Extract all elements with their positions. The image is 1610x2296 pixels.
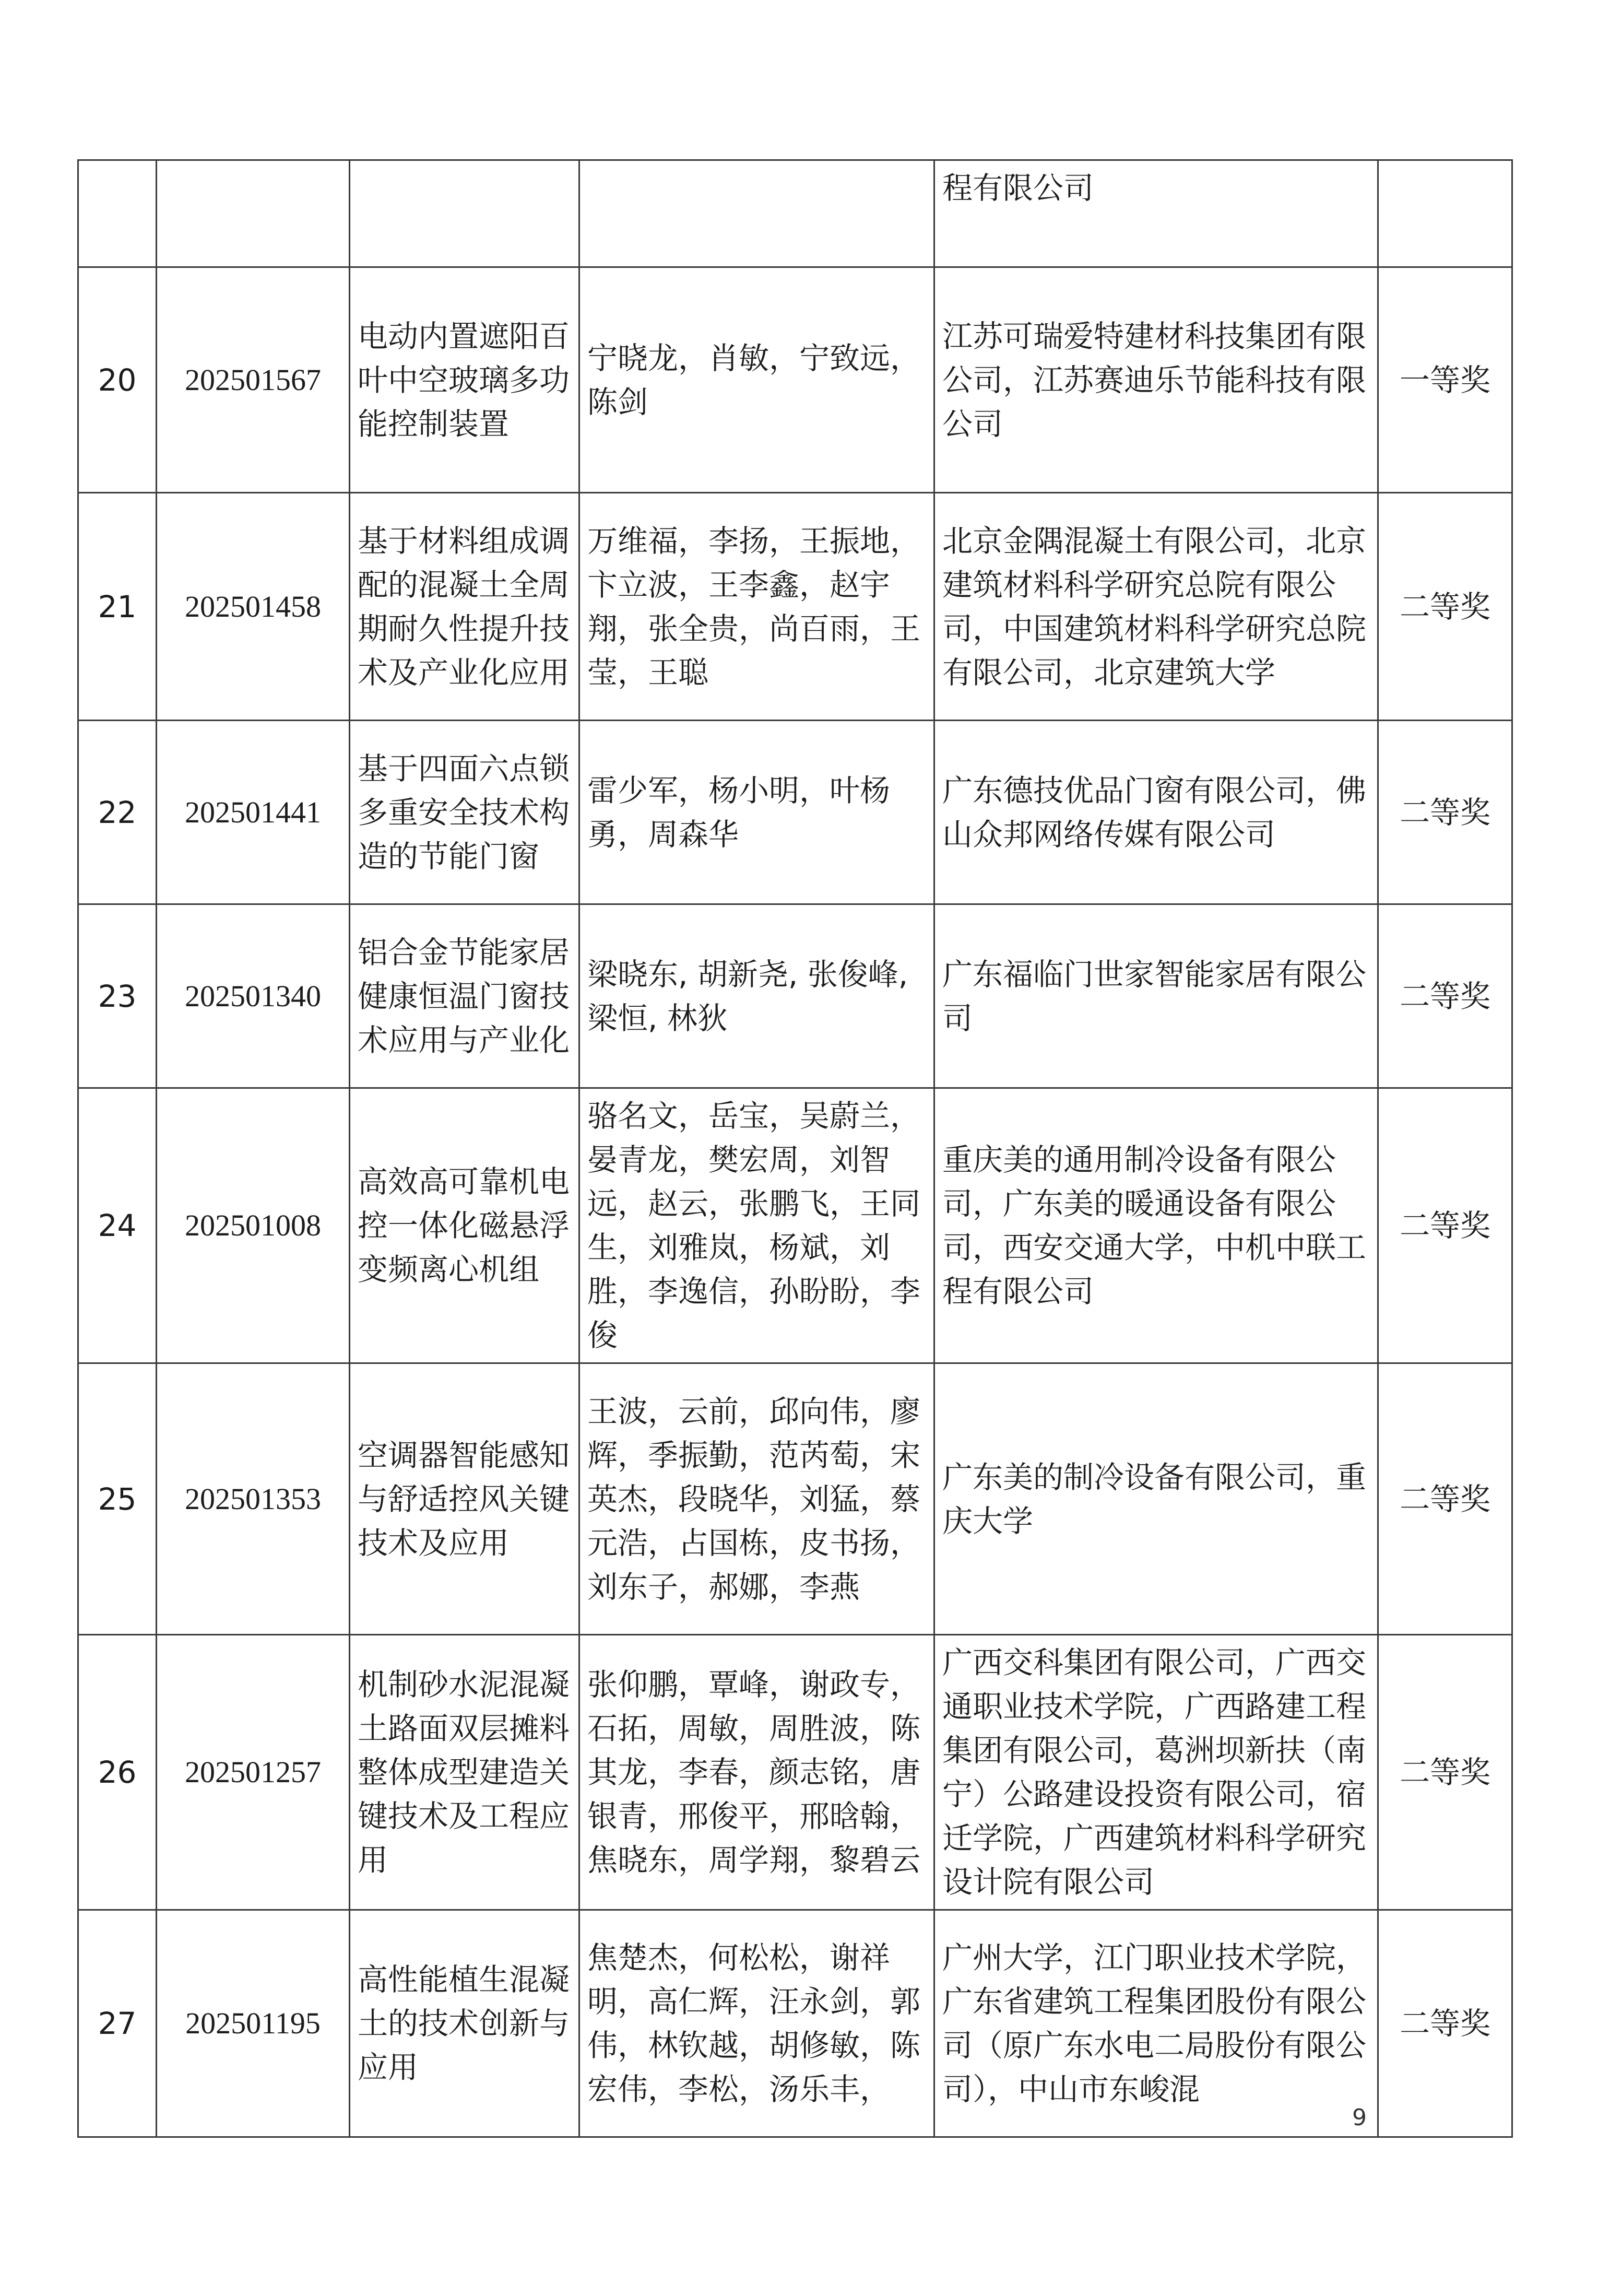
project-title-cell: 空调器智能感知与舒适控风关键技术及应用 [350, 1363, 579, 1635]
project-title-cell: 电动内置遮阳百叶中空玻璃多功能控制装置 [350, 267, 579, 493]
organization-cell: 广东福临门世家智能家居有限公司 [934, 904, 1378, 1088]
project-title-cell: 基于材料组成调配的混凝土全周期耐久性提升技术及产业化应用 [350, 493, 579, 721]
project-id-cell: 202501195 [157, 1910, 350, 2137]
award-level-cell: 二等奖 [1378, 904, 1512, 1088]
row-number-cell: 23 [78, 904, 157, 1088]
project-title-cell [350, 160, 579, 267]
organization-cell: 北京金隅混凝土有限公司，北京建筑材料科学研究总院有限公司，中国建筑材料科学研究总院有限公司，北京建筑大学 [934, 493, 1378, 721]
project-id-cell: 202501008 [157, 1088, 350, 1363]
organization-cell: 江苏可瑞爱特建材科技集团有限公司，江苏赛迪乐节能科技有限公司 [934, 267, 1378, 493]
project-id-cell: 202501257 [157, 1635, 350, 1910]
personnel-cell: 宁晓龙，肖敏，宁致远，陈剑 [579, 267, 934, 493]
table-row [78, 1635, 1512, 1910]
award-level-cell: 二等奖 [1378, 1088, 1512, 1363]
project-title-cell: 高效高可靠机电控一体化磁悬浮变频离心机组 [350, 1088, 579, 1363]
awards-table-body [78, 160, 1512, 2137]
row-number-cell: 27 [78, 1910, 157, 2137]
project-id-cell: 202501441 [157, 721, 350, 904]
row-number-cell [78, 160, 157, 267]
table-row [78, 721, 1512, 904]
table-row [78, 1363, 1512, 1635]
row-number-cell: 25 [78, 1363, 157, 1635]
table-row [78, 493, 1512, 721]
award-level-cell: 二等奖 [1378, 493, 1512, 721]
personnel-cell: 梁晓东, 胡新尧, 张俊峰, 梁恒, 林狄 [579, 904, 934, 1088]
organization-cell: 广东德技优品门窗有限公司，佛山众邦网络传媒有限公司 [934, 721, 1378, 904]
personnel-cell: 王波，云前，邱向伟，廖辉，季振勤，范芮萄，宋英杰，段晓华，刘猛，蔡元浩，占国栋，皮书扬，刘东子，郝娜，李燕 [579, 1363, 934, 1635]
personnel-cell: 焦楚杰，何松松，谢祥明，高仁辉，汪永剑，郭伟，林钦越，胡修敏，陈宏伟，李松，汤乐丰， [579, 1910, 934, 2137]
award-level-cell: 二等奖 [1378, 721, 1512, 904]
awards-table [77, 159, 1513, 2138]
project-title-cell: 机制砂水泥混凝土路面双层摊料整体成型建造关键技术及工程应用 [350, 1635, 579, 1910]
project-title-cell: 基于四面六点锁多重安全技术构造的节能门窗 [350, 721, 579, 904]
personnel-cell: 张仰鹏，覃峰，谢政专，石拓，周敏，周胜波，陈其龙，李春，颜志铭，唐银青，邢俊平，邢晗翰，焦晓东，周学翔，黎碧云 [579, 1635, 934, 1910]
award-level-cell: 二等奖 [1378, 1910, 1512, 2137]
project-id-cell: 202501353 [157, 1363, 350, 1635]
project-id-cell [157, 160, 350, 267]
row-number-cell: 22 [78, 721, 157, 904]
personnel-cell: 万维福，李扬，王振地，卞立波，王李鑫，赵宇翔，张全贵，尚百雨，王莹，王聪 [579, 493, 934, 721]
table-row [78, 160, 1512, 267]
award-level-cell [1378, 160, 1512, 267]
project-id-cell: 202501340 [157, 904, 350, 1088]
organization-cell: 程有限公司 [934, 160, 1378, 267]
award-level-cell: 一等奖 [1378, 267, 1512, 493]
page-number: 9 [1352, 2104, 1367, 2131]
project-id-cell: 202501458 [157, 493, 350, 721]
row-number-cell: 20 [78, 267, 157, 493]
organization-cell: 广西交科集团有限公司，广西交通职业技术学院，广西路建工程集团有限公司，葛洲坝新扶（南宁）公路建设投资有限公司，宿迁学院，广西建筑材料科学研究设计院有限公司 [934, 1635, 1378, 1910]
row-number-cell: 26 [78, 1635, 157, 1910]
personnel-cell: 雷少军，杨小明，叶杨勇，周森华 [579, 721, 934, 904]
table-row [78, 1088, 1512, 1363]
row-number-cell: 24 [78, 1088, 157, 1363]
table-row [78, 904, 1512, 1088]
award-level-cell: 二等奖 [1378, 1363, 1512, 1635]
award-level-cell: 二等奖 [1378, 1635, 1512, 1910]
table-row [78, 267, 1512, 493]
organization-cell: 重庆美的通用制冷设备有限公司，广东美的暖通设备有限公司，西安交通大学，中机中联工程有限公司 [934, 1088, 1378, 1363]
table-row [78, 1910, 1512, 2137]
personnel-cell [579, 160, 934, 267]
project-title-cell: 高性能植生混凝土的技术创新与应用 [350, 1910, 579, 2137]
project-id-cell: 202501567 [157, 267, 350, 493]
organization-cell: 广东美的制冷设备有限公司，重庆大学 [934, 1363, 1378, 1635]
project-title-cell: 铝合金节能家居健康恒温门窗技术应用与产业化 [350, 904, 579, 1088]
row-number-cell: 21 [78, 493, 157, 721]
organization-cell: 广州大学，江门职业技术学院，广东省建筑工程集团股份有限公司（原广东水电二局股份有限公司），中山市东峻混 [934, 1910, 1378, 2137]
personnel-cell: 骆名文，岳宝，吴蔚兰，晏青龙，樊宏周，刘智远，赵云，张鹏飞，王同生，刘雅岚，杨斌，刘胜，李逸信，孙盼盼，李俊 [579, 1088, 934, 1363]
